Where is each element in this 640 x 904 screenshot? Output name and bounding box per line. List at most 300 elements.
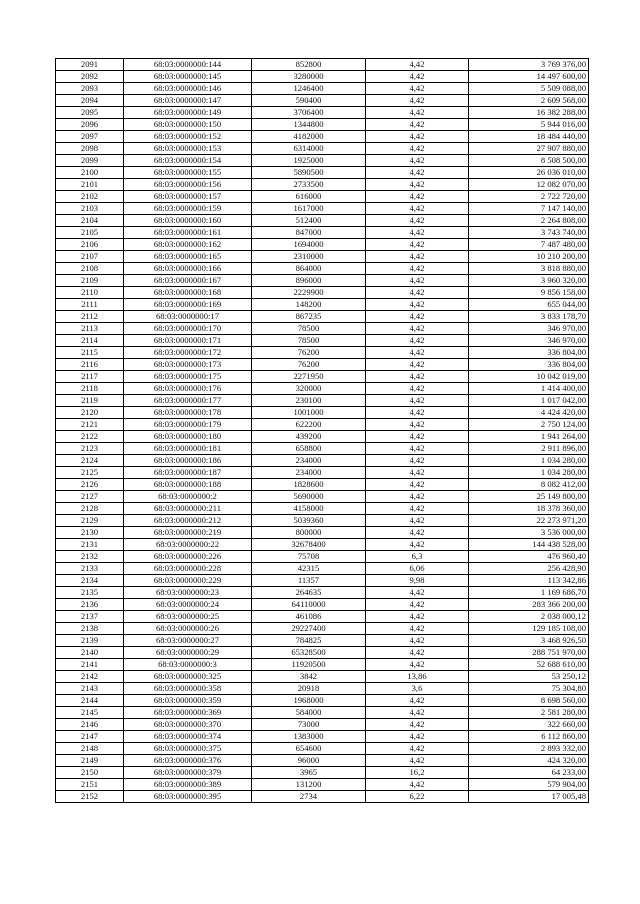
area-cell: 78500 (252, 323, 366, 335)
table-row (56, 443, 589, 455)
table-row (56, 59, 589, 71)
cadastral-number-cell: 68:03:0000000:161 (124, 227, 252, 239)
value-cell: 8 508 500,00 (469, 155, 589, 167)
cadastral-number-cell: 68:03:0000000:168 (124, 287, 252, 299)
table-row (56, 227, 589, 239)
cadastral-number-cell: 68:03:0000000:370 (124, 719, 252, 731)
rate-cell: 4,42 (366, 119, 469, 131)
cadastral-number-cell: 68:03:0000000:160 (124, 215, 252, 227)
rate-cell: 4,42 (366, 131, 469, 143)
area-cell: 584000 (252, 707, 366, 719)
area-cell: 658800 (252, 443, 366, 455)
row-number-cell: 2123 (56, 443, 124, 455)
cadastral-number-cell: 68:03:0000000:228 (124, 563, 252, 575)
rate-cell: 4,42 (366, 407, 469, 419)
value-cell: 3 468 926,50 (469, 635, 589, 647)
area-cell: 616000 (252, 191, 366, 203)
cadastral-number-cell: 68:03:0000000:27 (124, 635, 252, 647)
cadastral-number-cell: 68:03:0000000:155 (124, 167, 252, 179)
area-cell: 76200 (252, 359, 366, 371)
row-number-cell: 2092 (56, 71, 124, 83)
value-cell: 25 149 800,00 (469, 491, 589, 503)
area-cell: 42315 (252, 563, 366, 575)
cadastral-number-cell: 68:03:0000000:325 (124, 671, 252, 683)
row-number-cell: 2130 (56, 527, 124, 539)
cadastral-number-cell: 68:03:0000000:389 (124, 779, 252, 791)
rate-cell: 9,98 (366, 575, 469, 587)
area-cell: 784825 (252, 635, 366, 647)
cadastral-number-cell: 68:03:0000000:153 (124, 143, 252, 155)
row-number-cell: 2117 (56, 371, 124, 383)
row-number-cell: 2146 (56, 719, 124, 731)
value-cell: 346 970,00 (469, 335, 589, 347)
area-cell: 1968000 (252, 695, 366, 707)
value-cell: 655 044,00 (469, 299, 589, 311)
rate-cell: 4,42 (366, 167, 469, 179)
table-row (56, 263, 589, 275)
row-number-cell: 2133 (56, 563, 124, 575)
table-row (56, 407, 589, 419)
rate-cell: 4,42 (366, 491, 469, 503)
cadastral-number-cell: 68:03:0000000:179 (124, 419, 252, 431)
row-number-cell: 2151 (56, 779, 124, 791)
area-cell: 1246400 (252, 83, 366, 95)
table-row (56, 551, 589, 563)
row-number-cell: 2127 (56, 491, 124, 503)
cadastral-number-cell: 68:03:0000000:165 (124, 251, 252, 263)
area-cell: 5690000 (252, 491, 366, 503)
value-cell: 322 660,00 (469, 719, 589, 731)
value-cell: 5 509 088,00 (469, 83, 589, 95)
rate-cell: 4,42 (366, 143, 469, 155)
value-cell: 1 169 686,70 (469, 587, 589, 599)
row-number-cell: 2126 (56, 479, 124, 491)
area-cell: 622200 (252, 419, 366, 431)
row-number-cell: 2100 (56, 167, 124, 179)
row-number-cell: 2091 (56, 59, 124, 71)
value-cell: 18 378 360,00 (469, 503, 589, 515)
table-row (56, 479, 589, 491)
table-row (56, 71, 589, 83)
area-cell: 29227400 (252, 623, 366, 635)
table-body (56, 59, 589, 803)
area-cell: 3706400 (252, 107, 366, 119)
cadastral-number-cell: 68:03:0000000:29 (124, 647, 252, 659)
rate-cell: 4,42 (366, 71, 469, 83)
table-row (56, 419, 589, 431)
rate-cell: 4,42 (366, 323, 469, 335)
value-cell: 346 970,00 (469, 323, 589, 335)
rate-cell: 4,42 (366, 287, 469, 299)
cadastral-number-cell: 68:03:0000000:24 (124, 599, 252, 611)
row-number-cell: 2105 (56, 227, 124, 239)
row-number-cell: 2121 (56, 419, 124, 431)
table-row (56, 731, 589, 743)
table-row (56, 695, 589, 707)
cadastral-number-cell: 68:03:0000000:177 (124, 395, 252, 407)
rate-cell: 4,42 (366, 527, 469, 539)
row-number-cell: 2147 (56, 731, 124, 743)
rate-cell: 4,42 (366, 443, 469, 455)
cadastral-number-cell: 68:03:0000000:379 (124, 767, 252, 779)
table-row (56, 515, 589, 527)
value-cell: 476 960,40 (469, 551, 589, 563)
area-cell: 264635 (252, 587, 366, 599)
area-cell: 65328500 (252, 647, 366, 659)
cadastral-number-cell: 68:03:0000000:23 (124, 587, 252, 599)
area-cell: 2734 (252, 791, 366, 803)
row-number-cell: 2136 (56, 599, 124, 611)
area-cell: 230100 (252, 395, 366, 407)
area-cell: 439200 (252, 431, 366, 443)
cadastral-number-cell: 68:03:0000000:166 (124, 263, 252, 275)
rate-cell: 4,42 (366, 515, 469, 527)
row-number-cell: 2108 (56, 263, 124, 275)
rate-cell: 4,42 (366, 623, 469, 635)
area-cell: 590400 (252, 95, 366, 107)
table-row (56, 659, 589, 671)
row-number-cell: 2101 (56, 179, 124, 191)
area-cell: 6314000 (252, 143, 366, 155)
value-cell: 2 722 720,00 (469, 191, 589, 203)
value-cell: 8 082 412,00 (469, 479, 589, 491)
row-number-cell: 2138 (56, 623, 124, 635)
value-cell: 2 911 896,00 (469, 443, 589, 455)
row-number-cell: 2109 (56, 275, 124, 287)
area-cell: 234000 (252, 467, 366, 479)
value-cell: 9 856 158,00 (469, 287, 589, 299)
rate-cell: 4,42 (366, 347, 469, 359)
area-cell: 3280000 (252, 71, 366, 83)
value-cell: 256 428,90 (469, 563, 589, 575)
cadastral-number-cell: 68:03:0000000:226 (124, 551, 252, 563)
rate-cell: 4,42 (366, 371, 469, 383)
table-row (56, 143, 589, 155)
rate-cell: 4,42 (366, 647, 469, 659)
cadastral-number-cell: 68:03:0000000:395 (124, 791, 252, 803)
area-cell: 1344800 (252, 119, 366, 131)
rate-cell: 4,42 (366, 383, 469, 395)
rate-cell: 4,42 (366, 719, 469, 731)
table-row (56, 287, 589, 299)
rate-cell: 6,22 (366, 791, 469, 803)
table-row (56, 167, 589, 179)
value-cell: 2 038 000,12 (469, 611, 589, 623)
cadastral-number-cell: 68:03:0000000:26 (124, 623, 252, 635)
value-cell: 336 804,00 (469, 347, 589, 359)
row-number-cell: 2094 (56, 95, 124, 107)
area-cell: 2733500 (252, 179, 366, 191)
rate-cell: 13,86 (366, 671, 469, 683)
value-cell: 1 414 400,00 (469, 383, 589, 395)
rate-cell: 4,42 (366, 503, 469, 515)
area-cell: 78500 (252, 335, 366, 347)
table-row (56, 563, 589, 575)
rate-cell: 4,42 (366, 419, 469, 431)
rate-cell: 4,42 (366, 83, 469, 95)
cadastral-number-cell: 68:03:0000000:181 (124, 443, 252, 455)
table-row (56, 131, 589, 143)
value-cell: 3 818 880,00 (469, 263, 589, 275)
value-cell: 5 944 016,00 (469, 119, 589, 131)
rate-cell: 4,42 (366, 203, 469, 215)
cadastral-number-cell: 68:03:0000000:186 (124, 455, 252, 467)
table-row (56, 203, 589, 215)
value-cell: 2 581 280,00 (469, 707, 589, 719)
area-cell: 148200 (252, 299, 366, 311)
row-number-cell: 2132 (56, 551, 124, 563)
rate-cell: 4,42 (366, 179, 469, 191)
cadastral-number-cell: 68:03:0000000:375 (124, 743, 252, 755)
cadastral-number-cell: 68:03:0000000:154 (124, 155, 252, 167)
table-row (56, 503, 589, 515)
area-cell: 32678400 (252, 539, 366, 551)
row-number-cell: 2114 (56, 335, 124, 347)
table-row (56, 791, 589, 803)
value-cell: 3 743 740,00 (469, 227, 589, 239)
area-cell: 3965 (252, 767, 366, 779)
area-cell: 4158000 (252, 503, 366, 515)
table-row (56, 275, 589, 287)
table-row (56, 431, 589, 443)
row-number-cell: 2099 (56, 155, 124, 167)
table-row (56, 575, 589, 587)
rate-cell: 4,42 (366, 95, 469, 107)
table-row (56, 587, 589, 599)
area-cell: 864000 (252, 263, 366, 275)
area-cell: 2229900 (252, 287, 366, 299)
value-cell: 10 042 019,00 (469, 371, 589, 383)
area-cell: 1383000 (252, 731, 366, 743)
rate-cell: 16,2 (366, 767, 469, 779)
row-number-cell: 2144 (56, 695, 124, 707)
table-row (56, 527, 589, 539)
table-row (56, 455, 589, 467)
area-cell: 847000 (252, 227, 366, 239)
row-number-cell: 2131 (56, 539, 124, 551)
cadastral-value-table (55, 58, 589, 803)
value-cell: 53 250,12 (469, 671, 589, 683)
cadastral-number-cell: 68:03:0000000:173 (124, 359, 252, 371)
area-cell: 1617000 (252, 203, 366, 215)
value-cell: 288 751 970,00 (469, 647, 589, 659)
row-number-cell: 2149 (56, 755, 124, 767)
area-cell: 852800 (252, 59, 366, 71)
table-row (56, 599, 589, 611)
row-number-cell: 2122 (56, 431, 124, 443)
table-row (56, 311, 589, 323)
rate-cell: 4,42 (366, 707, 469, 719)
row-number-cell: 2152 (56, 791, 124, 803)
area-cell: 1001000 (252, 407, 366, 419)
table-row (56, 347, 589, 359)
value-cell: 4 424 420,00 (469, 407, 589, 419)
cadastral-number-cell: 68:03:0000000:171 (124, 335, 252, 347)
table-row (56, 491, 589, 503)
cadastral-number-cell: 68:03:0000000:187 (124, 467, 252, 479)
rate-cell: 4,42 (366, 587, 469, 599)
area-cell: 2310000 (252, 251, 366, 263)
table-row (56, 707, 589, 719)
cadastral-number-cell: 68:03:0000000:146 (124, 83, 252, 95)
area-cell: 320000 (252, 383, 366, 395)
rate-cell: 4,42 (366, 215, 469, 227)
row-number-cell: 2124 (56, 455, 124, 467)
rate-cell: 6,06 (366, 563, 469, 575)
cadastral-number-cell: 68:03:0000000:229 (124, 575, 252, 587)
rate-cell: 4,42 (366, 695, 469, 707)
cadastral-number-cell: 68:03:0000000:374 (124, 731, 252, 743)
table-row (56, 719, 589, 731)
table-row (56, 395, 589, 407)
rate-cell: 4,42 (366, 395, 469, 407)
area-cell: 1828600 (252, 479, 366, 491)
rate-cell: 4,42 (366, 251, 469, 263)
rate-cell: 4,42 (366, 431, 469, 443)
area-cell: 75708 (252, 551, 366, 563)
cadastral-number-cell: 68:03:0000000:178 (124, 407, 252, 419)
rate-cell: 4,42 (366, 239, 469, 251)
value-cell: 75 304,80 (469, 683, 589, 695)
cadastral-number-cell: 68:03:0000000:159 (124, 203, 252, 215)
table-row (56, 767, 589, 779)
rate-cell: 4,42 (366, 611, 469, 623)
cadastral-number-cell: 68:03:0000000:172 (124, 347, 252, 359)
area-cell: 1925000 (252, 155, 366, 167)
rate-cell: 4,42 (366, 635, 469, 647)
area-cell: 512400 (252, 215, 366, 227)
area-cell: 64110000 (252, 599, 366, 611)
table-row (56, 179, 589, 191)
rate-cell: 4,42 (366, 455, 469, 467)
row-number-cell: 2145 (56, 707, 124, 719)
area-cell: 867235 (252, 311, 366, 323)
value-cell: 129 185 108,00 (469, 623, 589, 635)
value-cell: 579 904,00 (469, 779, 589, 791)
cadastral-number-cell: 68:03:0000000:3 (124, 659, 252, 671)
value-cell: 283 366 200,00 (469, 599, 589, 611)
cadastral-number-cell: 68:03:0000000:176 (124, 383, 252, 395)
value-cell: 2 750 124,00 (469, 419, 589, 431)
table-row (56, 683, 589, 695)
table-row (56, 755, 589, 767)
table-row (56, 323, 589, 335)
rate-cell: 4,42 (366, 659, 469, 671)
rate-cell: 4,42 (366, 311, 469, 323)
value-cell: 1 017 042,00 (469, 395, 589, 407)
area-cell: 76200 (252, 347, 366, 359)
value-cell: 6 112 860,00 (469, 731, 589, 743)
cadastral-number-cell: 68:03:0000000:145 (124, 71, 252, 83)
row-number-cell: 2095 (56, 107, 124, 119)
value-cell: 2 264 808,00 (469, 215, 589, 227)
value-cell: 8 698 560,00 (469, 695, 589, 707)
value-cell: 16 382 288,00 (469, 107, 589, 119)
cadastral-number-cell: 68:03:0000000:22 (124, 539, 252, 551)
cadastral-number-cell: 68:03:0000000:162 (124, 239, 252, 251)
cadastral-number-cell: 68:03:0000000:358 (124, 683, 252, 695)
value-cell: 3 960 320,00 (469, 275, 589, 287)
row-number-cell: 2120 (56, 407, 124, 419)
table-row (56, 371, 589, 383)
rate-cell: 4,42 (366, 779, 469, 791)
value-cell: 64 233,00 (469, 767, 589, 779)
cadastral-number-cell: 68:03:0000000:359 (124, 695, 252, 707)
row-number-cell: 2148 (56, 743, 124, 755)
row-number-cell: 2116 (56, 359, 124, 371)
cadastral-number-cell: 68:03:0000000:17 (124, 311, 252, 323)
row-number-cell: 2141 (56, 659, 124, 671)
value-cell: 424 320,00 (469, 755, 589, 767)
table-row (56, 743, 589, 755)
cadastral-number-cell: 68:03:0000000:156 (124, 179, 252, 191)
row-number-cell: 2111 (56, 299, 124, 311)
table-row (56, 635, 589, 647)
row-number-cell: 2097 (56, 131, 124, 143)
area-cell: 11357 (252, 575, 366, 587)
cadastral-number-cell: 68:03:0000000:167 (124, 275, 252, 287)
rate-cell: 4,42 (366, 599, 469, 611)
row-number-cell: 2113 (56, 323, 124, 335)
table-row (56, 251, 589, 263)
cadastral-number-cell: 68:03:0000000:2 (124, 491, 252, 503)
table-row (56, 299, 589, 311)
row-number-cell: 2115 (56, 347, 124, 359)
table-row (56, 83, 589, 95)
area-cell: 2271950 (252, 371, 366, 383)
area-cell: 11920500 (252, 659, 366, 671)
value-cell: 336 804,00 (469, 359, 589, 371)
table-row (56, 191, 589, 203)
table-row (56, 623, 589, 635)
value-cell: 10 210 200,00 (469, 251, 589, 263)
rate-cell: 4,42 (366, 191, 469, 203)
value-cell: 18 484 440,00 (469, 131, 589, 143)
area-cell: 4182000 (252, 131, 366, 143)
row-number-cell: 2150 (56, 767, 124, 779)
area-cell: 461086 (252, 611, 366, 623)
row-number-cell: 2103 (56, 203, 124, 215)
area-cell: 20918 (252, 683, 366, 695)
value-cell: 144 438 528,00 (469, 539, 589, 551)
rate-cell: 4,42 (366, 227, 469, 239)
rate-cell: 4,42 (366, 539, 469, 551)
cadastral-number-cell: 68:03:0000000:25 (124, 611, 252, 623)
cadastral-number-cell: 68:03:0000000:211 (124, 503, 252, 515)
value-cell: 1 941 264,00 (469, 431, 589, 443)
area-cell: 5039360 (252, 515, 366, 527)
area-cell: 896000 (252, 275, 366, 287)
row-number-cell: 2118 (56, 383, 124, 395)
cadastral-number-cell: 68:03:0000000:369 (124, 707, 252, 719)
area-cell: 73000 (252, 719, 366, 731)
row-number-cell: 2139 (56, 635, 124, 647)
rate-cell: 4,42 (366, 107, 469, 119)
row-number-cell: 2135 (56, 587, 124, 599)
rate-cell: 4,42 (366, 731, 469, 743)
cadastral-number-cell: 68:03:0000000:219 (124, 527, 252, 539)
row-number-cell: 2106 (56, 239, 124, 251)
cadastral-number-cell: 68:03:0000000:170 (124, 323, 252, 335)
cadastral-number-cell: 68:03:0000000:188 (124, 479, 252, 491)
row-number-cell: 2107 (56, 251, 124, 263)
area-cell: 96000 (252, 755, 366, 767)
row-number-cell: 2134 (56, 575, 124, 587)
cadastral-number-cell: 68:03:0000000:175 (124, 371, 252, 383)
table-row (56, 359, 589, 371)
cadastral-number-cell: 68:03:0000000:144 (124, 59, 252, 71)
value-cell: 3 536 000,00 (469, 527, 589, 539)
